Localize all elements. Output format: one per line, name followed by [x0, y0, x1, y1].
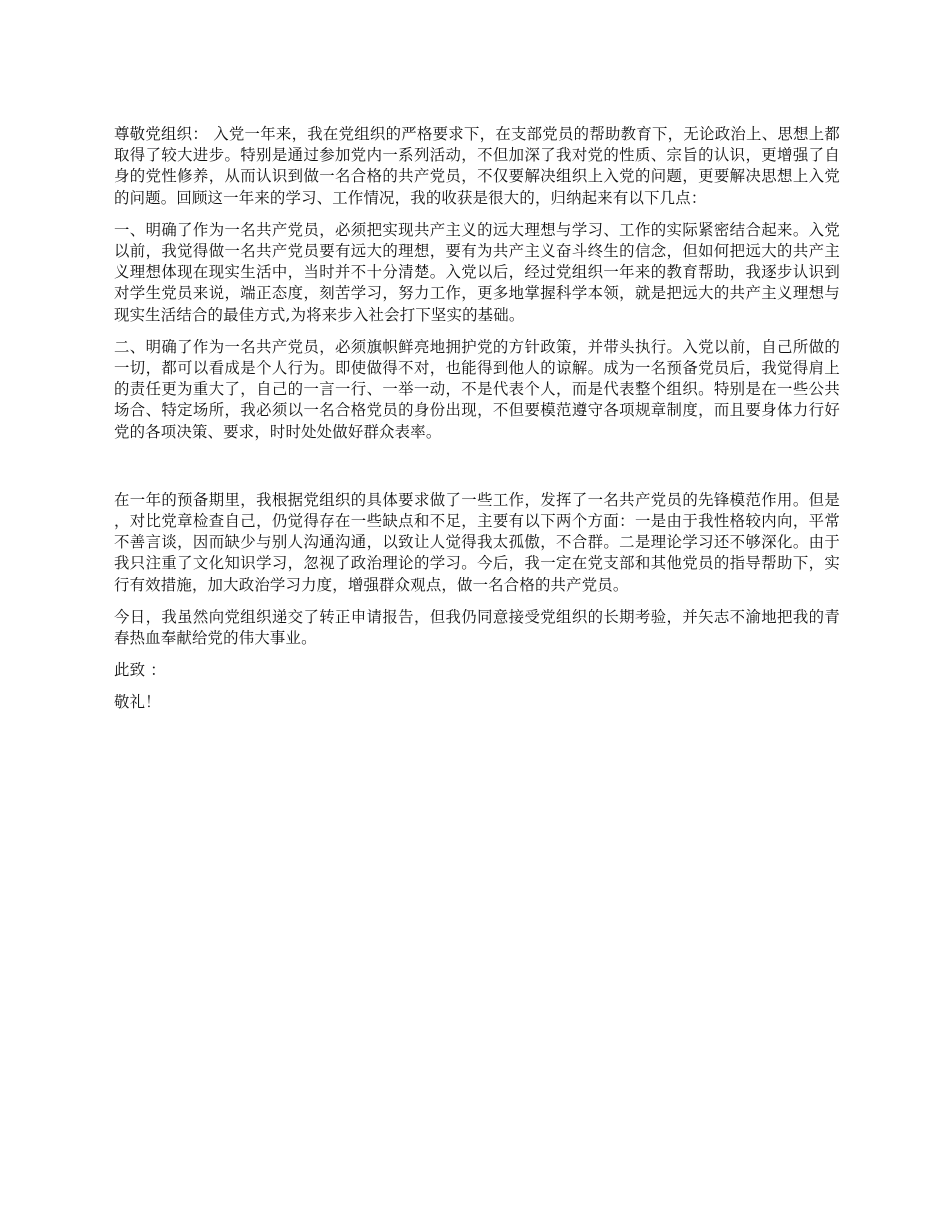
salute-line: 敬礼！ — [114, 693, 161, 712]
paragraph-application-statement: 今日，我虽然向党组织递交了转正申请报告，但我仍同意接受党组织的长期考验，并矢志不渝地把我的青春热血奉献给党的伟大事业。 — [114, 607, 840, 648]
blank-gap — [114, 454, 840, 490]
letter-document — [114, 124, 840, 725]
paragraph-point-two: 二、明确了作为一名共产党员，必须旗帜鲜亮地拥护党的方针政策，并带头执行。入党以前，自己所做的一切，都可以看成是个人行为。即使做得不对，也能得到他人的谅解。成为一名预备党员后，我觉得肩上的责任更为重大了，自己的一言一行、一举一动，不是代表个人，而是代表整个组织。特别是在一些公共场合、特定场所，我必须以一名合格党员的身份出现，不但要模范遵守各项规章制度，而且要身体力行好党的各项决策、要求，时时处处做好群众表率。 — [114, 337, 840, 441]
paragraph-probation-review: 在一年的预备期里，我根据党组织的具体要求做了一些工作，发挥了一名共产党员的先锋模范作用。但是，对比党章检查自己，仍觉得存在一些缺点和不足，主要有以下两个方面：一是由于我性格较内向，平常不善言谈，因而缺少与别人沟通沟通，以致让人觉得我太孤傲，不合群。二是理论学习还不够深化。由于我只注重了文化知识学习，忽视了政治理论的学习。今后，我一定在党支部和其他党员的指导帮助下，实行有效措施，加大政治学习力度，增强群众观点，做一名合格的共产党员。 — [114, 490, 840, 594]
paragraph-point-one: 一、明确了作为一名共产党员，必须把实现共产主义的远大理想与学习、工作的实际紧密结合起来。入党以前，我觉得做一名共产党员要有远大的理想，要有为共产主义奋斗终生的信念，但如何把远大的共产主义理想体现在现实生活中，当时并不十分清楚。入党以后，经过党组织一年来的教育帮助，我逐步认识到对学生党员来说，端正态度，刻苦学习，努力工作，更多地掌握科学本领，就是把远大的共产主义理想与现实生活结合的最佳方式,为将来步入社会打下坚实的基础。 — [114, 220, 840, 324]
paragraph-greeting-intro: 尊敬党组织： 入党一年来，我在党组织的严格要求下，在支部党员的帮助教育下，无论政治上、思想上都取得了较大进步。特别是通过参加党内一系列活动，不但加深了我对党的性质、宗旨的认识，更增强了自身的党性修养，从而认识到做一名合格的共产党员，不仅要解决组织上入党的问题，更要解决思想上入党的问题。回顾这一年来的学习、工作情况，我的收获是很大的，归纳起来有以下几点： — [114, 125, 840, 207]
closing-line: 此致 ： — [114, 661, 166, 680]
